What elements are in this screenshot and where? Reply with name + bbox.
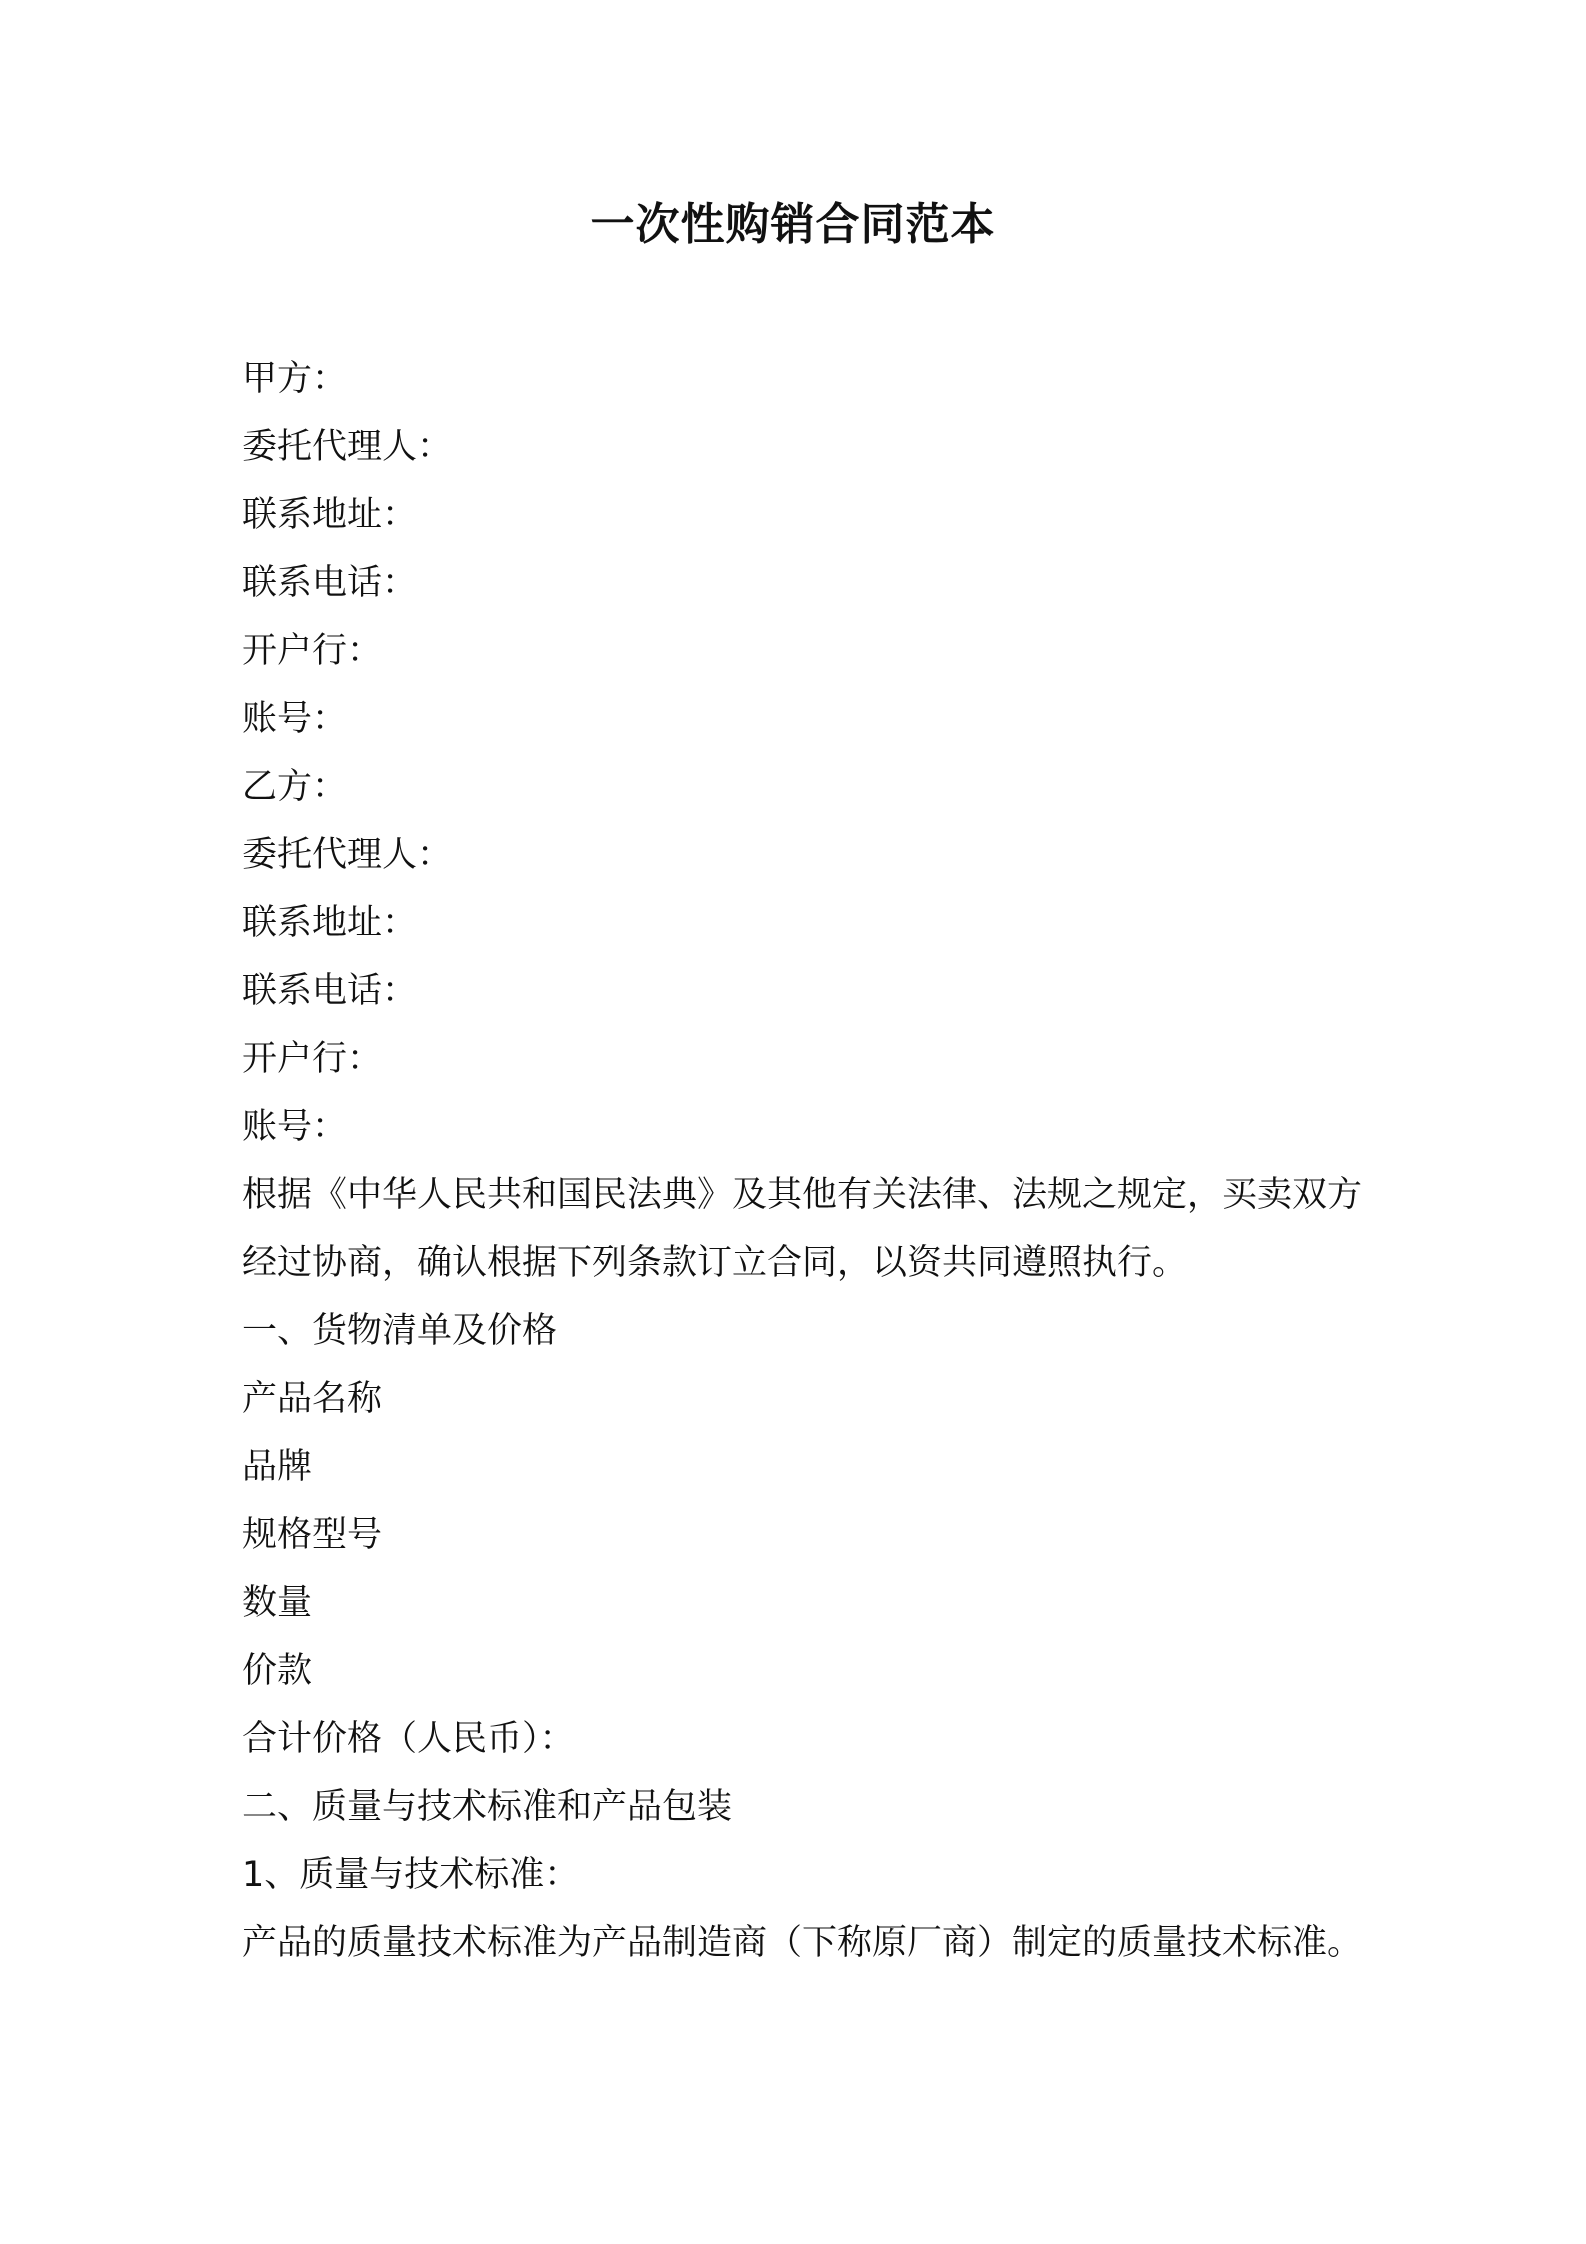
section-2-sub-1-heading: 1、质量与技术标准：	[242, 1855, 580, 1895]
field-price: 价款	[242, 1651, 313, 1691]
party-b-agent-label: 委托代理人：	[242, 835, 453, 875]
party-b-address-label: 联系地址：	[242, 903, 418, 943]
party-b-phone-label: 联系电话：	[242, 971, 418, 1011]
party-a-bank-label: 开户行：	[242, 631, 383, 671]
party-b-account-label: 账号：	[242, 1107, 348, 1147]
preamble-paragraph: 根据《中华人民共和国民法典》及其他有关法律、法规之规定，买卖双方经过协商，确认根据下列条款订立合同，以资共同遵照执行。	[242, 1175, 1363, 1283]
section-1-heading: 一、货物清单及价格	[242, 1311, 558, 1351]
party-a-agent-label: 委托代理人：	[242, 427, 453, 467]
section-2-sub-1-text: 产品的质量技术标准为产品制造商（下称原厂商）制定的质量技术标准。	[242, 1923, 1363, 1963]
party-a-address-label: 联系地址：	[242, 495, 418, 535]
section-2-heading: 二、质量与技术标准和产品包装	[242, 1787, 733, 1827]
field-quantity: 数量	[242, 1583, 313, 1623]
document-title: 一次性购销合同范本	[590, 199, 996, 250]
total-price-label: 合计价格（人民币）：	[242, 1719, 575, 1759]
field-product-name: 产品名称	[242, 1379, 383, 1419]
document-body	[242, 345, 1362, 1977]
party-b-label: 乙方：	[242, 767, 348, 807]
party-a-phone-label: 联系电话：	[242, 563, 418, 603]
party-a-label: 甲方：	[242, 359, 348, 399]
party-a-account-label: 账号：	[242, 699, 348, 739]
party-b-bank-label: 开户行：	[242, 1039, 383, 1079]
field-model: 规格型号	[242, 1515, 383, 1555]
field-brand: 品牌	[242, 1447, 313, 1487]
